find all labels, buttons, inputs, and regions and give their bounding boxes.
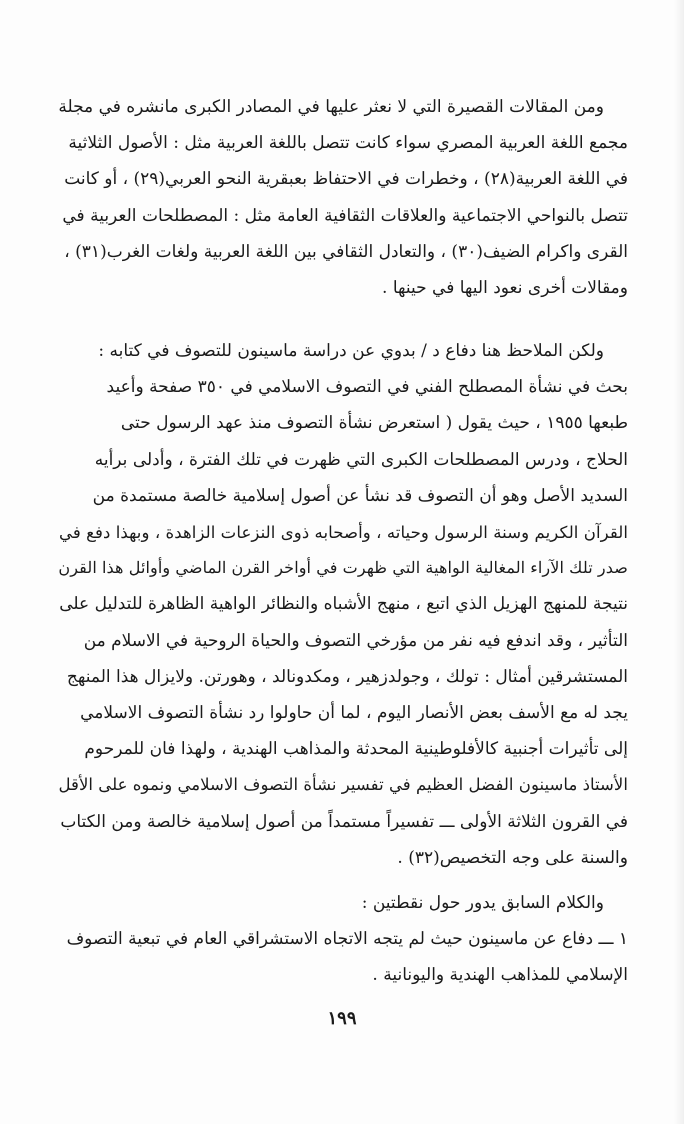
paragraph-line: ولكن الملاحظ هنا دفاع د / بدوي عن دراسة ماسينون للتصوف في كتابه :	[98, 341, 604, 361]
paragraph-line: ومن المقالات القصيرة التي لا نعثر عليها في المصادر الكبرى مانشره في مجلة	[58, 97, 604, 117]
paragraph-line: ١ ـــ دفاع عن ماسينون حيث لم يتجه الاتجاه الاستشراقي العام في تبعية التصوف	[66, 929, 628, 950]
paragraph-line: في القرون الثلاثة الأولى ـــ تفسيراً مستمداً من أصول إسلامية خالصة ومن الكتاب	[60, 811, 628, 832]
paragraph-line: الإسلامي للمذاهب الهندية واليونانية .	[372, 965, 628, 986]
paragraph-line: المستشرقين أمثال : تولك ، وجولدزهير ، ومكدونالد ، وهورتن. ولايزال هذا المنهج	[66, 666, 628, 687]
paragraph-line: بحث في نشأة المصطلح الفني في التصوف الاسلامي في ٣٥٠ صفحة وأعيد	[106, 377, 628, 398]
paragraph-line: السديد الأصل وهو أن التصوف قد نشأ عن أصول إسلامية خالصة مستمدة من	[92, 485, 628, 506]
paragraph-line: في اللغة العربية(٢٨) ، وخطرات في الاحتفاظ بعبقرية النحو العربي(٢٩) ، أو كانت	[64, 169, 628, 190]
paragraph-line: التأثير ، وقد اندفع فيه نفر من مؤرخي التصوف والحياة الروحية في الاسلام من	[83, 630, 628, 651]
paragraph-line: الحلاج ، ودرس المصطلحات الكبرى التي ظهرت في تلك الفترة ، وأدلى برأيه	[94, 449, 628, 470]
paragraph-line: ومقالات أخرى نعود اليها في حينها .	[382, 278, 628, 299]
paragraph-3	[58, 885, 628, 994]
paragraph-line: القرى واكرام الضيف(٣٠) ، والتعادل الثقافي بين اللغة العربية ولغات الغرب(٣١) ،	[64, 241, 628, 262]
paragraph-line: يجد له مع الأسف بعض الأنصار اليوم ، لما أن حاولوا رد نشأة التصوف الاسلامي	[80, 703, 628, 724]
paragraph-2	[58, 333, 628, 876]
paragraph-line: والسنة على وجه التخصيص(٣٢) .	[397, 847, 628, 868]
paragraph-1	[58, 89, 628, 306]
page-number: ١٩٩	[327, 1008, 357, 1029]
paragraph-line: صدر تلك الآراء المغالية الواهية التي ظهرت في أواخر القرن الماضي وأوائل هذا القرن	[58, 558, 628, 578]
paragraph-line: تتصل بالنواحي الاجتماعية والعلاقات الثقافية العامة مثل : المصطلحات العربية في	[62, 205, 628, 226]
paragraph-line: القرآن الكريم وسنة الرسول وحياته ، وأصحابه ذوى النزعات الزاهدة ، وبهذا دفع في	[58, 522, 628, 543]
page-edge	[674, 0, 684, 1124]
paragraph-line: نتيجة للمنهج الهزيل الذي اتبع ، منهج الأشباه والنظائر الواهية الظاهرة للتدليل على	[59, 594, 628, 615]
paragraph-line: الأستاذ ماسينون الفضل العظيم في تفسير نشأة التصوف الاسلامي ونموه على الأقل	[58, 775, 628, 795]
paragraph-line: طبعها ١٩٥٥ ، حيث يقول ( استعرض نشأة التصوف منذ عهد الرسول حتى	[120, 413, 628, 434]
paragraph-line: والكلام السابق يدور حول نقطتين :	[361, 893, 604, 913]
paragraph-line: مجمع اللغة العربية المصري سواء كانت تتصل باللغة العربية مثل : الأصول الثلاثية	[68, 133, 628, 154]
paragraph-line: إلى تأثيرات أجنبية كالأفلوطينية المحدثة والمذاهب الهندية ، ولهذا فان للمرحوم	[84, 739, 628, 760]
